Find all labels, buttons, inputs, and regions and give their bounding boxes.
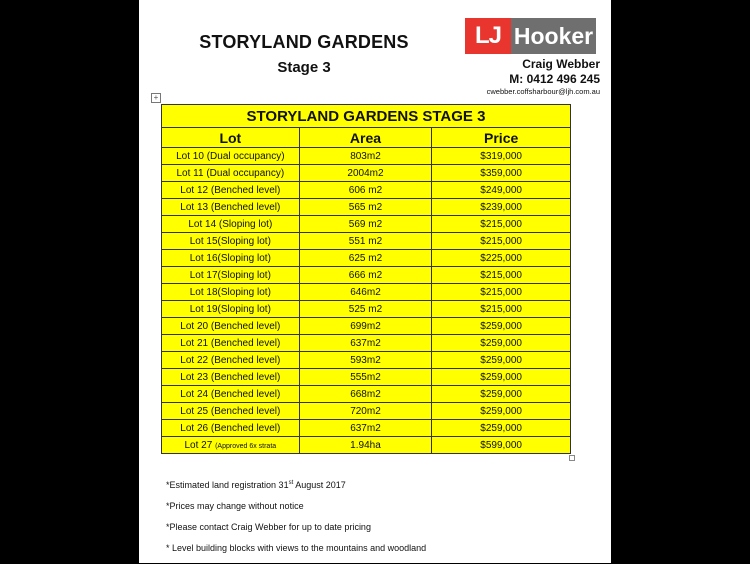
price-cell: $215,000: [432, 284, 571, 301]
price-cell: $259,000: [432, 335, 571, 352]
table-row: [162, 199, 571, 216]
price-cell: $599,000: [432, 437, 571, 454]
lot-cell: Lot 23 (Benched level): [162, 369, 300, 386]
price-cell: $259,000: [432, 420, 571, 437]
agent-mobile: M: 0412 496 245: [509, 72, 600, 86]
lot-cell: Lot 11 (Dual occupancy): [162, 165, 300, 182]
price-cell: $319,000: [432, 148, 571, 165]
table-row: [162, 148, 571, 165]
price-cell: $259,000: [432, 369, 571, 386]
area-cell: 803m2: [299, 148, 432, 165]
lot-cell: Lot 14 (Sloping lot): [162, 216, 300, 233]
price-cell: $259,000: [432, 352, 571, 369]
area-cell: 637m2: [299, 420, 432, 437]
note-registration-rest: August 2017: [293, 480, 346, 490]
lj-hooker-logo: [465, 18, 596, 54]
area-cell: 2004m2: [299, 165, 432, 182]
column-header-area: Area: [299, 128, 432, 148]
table-row: [162, 250, 571, 267]
note-registration: [166, 480, 606, 490]
table-row: [162, 403, 571, 420]
logo-word: Hooker: [511, 18, 596, 54]
area-cell: 555m2: [299, 369, 432, 386]
note-price-change: *Prices may change without notice: [166, 501, 304, 511]
price-cell: $359,000: [432, 165, 571, 182]
table-row: [162, 267, 571, 284]
lot-cell: Lot 10 (Dual occupancy): [162, 148, 300, 165]
price-cell: $215,000: [432, 233, 571, 250]
area-cell: 569 m2: [299, 216, 432, 233]
price-cell: $259,000: [432, 386, 571, 403]
pricing-table-body: [162, 148, 571, 454]
table-banner: STORYLAND GARDENS STAGE 3: [162, 105, 571, 128]
lot-cell: Lot 13 (Benched level): [162, 199, 300, 216]
lot-cell: Lot 15(Sloping lot): [162, 233, 300, 250]
note-level-blocks: * Level building blocks with views to the mountains and woodland: [166, 543, 427, 553]
table-row: [162, 352, 571, 369]
area-cell: 625 m2: [299, 250, 432, 267]
table-move-handle-icon[interactable]: +: [151, 93, 161, 103]
lot-cell: [162, 437, 300, 454]
lot-label: Lot 27: [184, 439, 213, 451]
area-cell: 666 m2: [299, 267, 432, 284]
lot-cell: Lot 17(Sloping lot): [162, 267, 300, 284]
price-cell: $215,000: [432, 216, 571, 233]
note-registration-prefix: *Estimated land registration 31: [166, 480, 289, 490]
area-cell: 1.94ha: [299, 437, 432, 454]
agent-email: cwebber.coffsharbour@ljh.com.au: [486, 87, 600, 96]
area-cell: 646m2: [299, 284, 432, 301]
table-row: [162, 284, 571, 301]
area-cell: 699m2: [299, 318, 432, 335]
table-row: [162, 386, 571, 403]
note-contact: *Please contact Craig Webber for up to date pricing: [166, 522, 371, 532]
note-registration-suffix: st: [288, 480, 294, 486]
area-cell: 565 m2: [299, 199, 432, 216]
table-row: [162, 233, 571, 250]
table-row: [162, 182, 571, 199]
page-title: STORYLAND GARDENS: [199, 32, 409, 52]
column-header-price: Price: [432, 128, 571, 148]
lot-cell: Lot 22 (Benched level): [162, 352, 300, 369]
agent-name: Craig Webber: [522, 57, 600, 71]
price-cell: $259,000: [432, 403, 571, 420]
area-cell: 637m2: [299, 335, 432, 352]
document-page: [139, 0, 611, 563]
price-cell: $215,000: [432, 267, 571, 284]
lot-cell: Lot 16(Sloping lot): [162, 250, 300, 267]
lot-cell: Lot 19(Sloping lot): [162, 301, 300, 318]
table-row: [162, 318, 571, 335]
price-cell: $225,000: [432, 250, 571, 267]
footnotes: [166, 480, 606, 564]
area-cell: 525 m2: [299, 301, 432, 318]
lot-cell: Lot 18(Sloping lot): [162, 284, 300, 301]
area-cell: 606 m2: [299, 182, 432, 199]
price-cell: $239,000: [432, 199, 571, 216]
lot-cell: Lot 24 (Benched level): [162, 386, 300, 403]
lot-cell: Lot 12 (Benched level): [162, 182, 300, 199]
lot-cell: Lot 20 (Benched level): [162, 318, 300, 335]
pricing-table: [161, 104, 571, 454]
price-cell: $249,000: [432, 182, 571, 199]
logo-mark: LJ: [465, 18, 511, 54]
lot-cell: Lot 25 (Benched level): [162, 403, 300, 420]
area-cell: 551 m2: [299, 233, 432, 250]
lot-cell: Lot 21 (Benched level): [162, 335, 300, 352]
area-cell: 668m2: [299, 386, 432, 403]
table-row: [162, 437, 571, 454]
area-cell: 720m2: [299, 403, 432, 420]
table-row: [162, 369, 571, 386]
price-cell: $259,000: [432, 318, 571, 335]
price-cell: $215,000: [432, 301, 571, 318]
table-row: [162, 165, 571, 182]
table-row: [162, 335, 571, 352]
table-resize-handle[interactable]: [569, 455, 575, 461]
table-row: [162, 301, 571, 318]
table-row: [162, 216, 571, 233]
area-cell: 593m2: [299, 352, 432, 369]
column-header-lot: Lot: [162, 128, 300, 148]
page-subtitle: Stage 3: [277, 59, 331, 76]
lot-cell: Lot 26 (Benched level): [162, 420, 300, 437]
lot-note: (Approved 6x strata: [215, 442, 277, 450]
table-row: [162, 420, 571, 437]
